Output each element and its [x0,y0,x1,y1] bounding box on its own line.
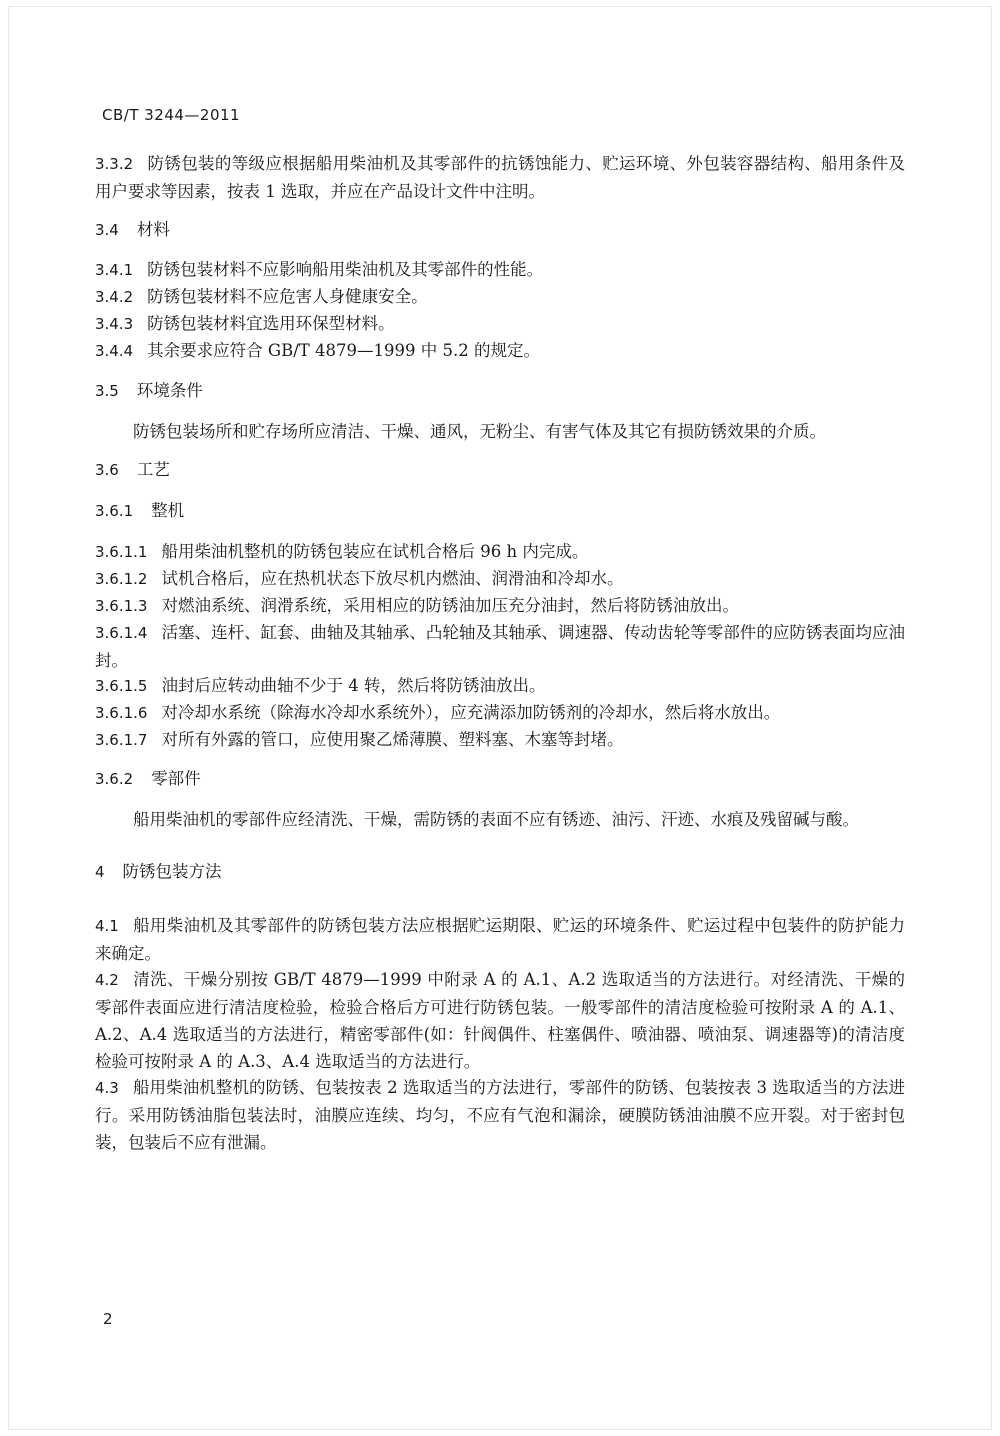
clause-text: 对冷却水系统（除海水冷却水系统外），应充满添加防锈剂的冷却水，然后将水放出。 [161,703,781,722]
clause-text: 清洗、干燥分别按 GB/T 4879—1999 中附录 A 的 A.1、A.2 选取适当的方法进行。对经清洗、干燥的零部件表面应进行清洁度检验，检验合格后方可进行防锈包装。一般零部件的清洁度检验可按附录 A 的 A.1、A.2、A.4 选取适当的方法进行，精密零部件(如：针阀偶件、柱塞偶件、喷油器、喷油泵、调速器等)的清洁度检验可按附录 A 的 A.3、A.4 选取适当的方法进行。 [95,970,905,1071]
clause-text: 船用柴油机及其零部件的防锈包装方法应根据贮运期限、贮运的环境条件、贮运过程中包装件的防护能力来确定。 [95,916,905,963]
heading-3-4 [95,216,905,240]
heading-title: 防锈包装方法 [122,862,222,881]
clause-number: 3.6.1.3 [95,597,148,615]
paragraph-text: 船用柴油机的零部件应经清洗、干燥，需防锈的表面不应有锈迹、油污、汗迹、水痕及残留碱与酸。 [133,810,859,829]
heading-4 [95,858,905,882]
heading-number: 3.6.2 [95,770,134,788]
clause-number: 3.6.1.4 [95,624,148,642]
page-number: 2 [103,1310,113,1328]
clause-number: 4.1 [95,917,119,935]
clause-text: 活塞、连杆、缸套、曲轴及其轴承、凸轮轴及其轴承、调速器、传动齿轮等零部件的应防锈表面均应油封。 [95,623,905,670]
clause-4-2 [95,966,905,1075]
clause-text: 其余要求应符合 GB/T 4879—1999 中 5.2 的规定。 [147,341,540,360]
heading-number: 4 [95,863,105,881]
clause-3-6-1-5 [95,672,905,700]
clause-3-6-1-6 [95,699,905,727]
clause-3-6-1-1 [95,538,905,566]
heading-3-5 [95,377,905,401]
clause-text: 防锈包装材料宜选用环保型材料。 [147,314,395,333]
clause-number: 3.3.2 [95,155,134,173]
clause-text: 防锈包装的等级应根据船用柴油机及其零部件的抗锈蚀能力、贮运环境、外包装容器结构、船用条件及用户要求等因素，按表 1 选取，并应在产品设计文件中注明。 [95,154,905,201]
clause-3-3-2 [95,150,905,205]
clause-3-6-1-7 [95,726,905,754]
clause-3-4-4 [95,337,905,365]
heading-title: 材料 [136,220,170,239]
heading-number: 3.4 [95,221,119,239]
heading-title: 环境条件 [136,381,203,400]
clause-4-1 [95,912,905,967]
heading-3-6-2 [95,765,905,789]
clause-text: 对所有外露的管口，应使用聚乙烯薄膜、塑料塞、木塞等封堵。 [161,730,624,749]
paragraph-3-6-2 [95,806,905,833]
clause-3-6-1-2 [95,565,905,593]
document-id: CB/T 3244—2011 [102,106,241,124]
clause-number: 3.4.1 [95,261,134,279]
heading-number: 3.5 [95,382,119,400]
paragraph-3-5 [95,418,905,445]
clause-text: 船用柴油机整机的防锈、包装按表 2 选取适当的方法进行，零部件的防锈、包装按表 3 选取适当的方法进行。采用防锈油脂包装法时，油膜应连续、均匀，不应有气泡和漏涂，硬膜防锈油油膜不应开裂。对于密封包装，包装后不应有泄漏。 [95,1078,905,1152]
clause-3-4-3 [95,310,905,338]
heading-3-6-1 [95,497,905,521]
heading-title: 整机 [151,501,185,520]
heading-title: 工艺 [136,460,170,479]
clause-number: 3.6.1.5 [95,677,148,695]
clause-3-6-1-3 [95,592,905,620]
clause-number: 3.6.1.1 [95,543,148,561]
clause-3-4-1 [95,256,905,284]
clause-3-6-1-4 [95,619,905,674]
heading-number: 3.6 [95,461,119,479]
heading-title: 零部件 [151,769,201,788]
clause-3-4-2 [95,283,905,311]
clause-text: 油封后应转动曲轴不少于 4 转，然后将防锈油放出。 [161,676,546,695]
clause-number: 3.4.4 [95,342,134,360]
clause-number: 3.4.3 [95,315,134,333]
clause-number: 4.2 [95,971,119,989]
heading-number: 3.6.1 [95,502,134,520]
clause-number: 3.6.1.2 [95,570,148,588]
clause-number: 3.6.1.6 [95,704,148,722]
clause-text: 防锈包装材料不应影响船用柴油机及其零部件的性能。 [147,260,544,279]
heading-3-6 [95,456,905,480]
clause-text: 试机合格后，应在热机状态下放尽机内燃油、润滑油和冷却水。 [161,569,624,588]
clause-4-3 [95,1074,905,1156]
clause-number: 4.3 [95,1079,119,1097]
clause-number: 3.4.2 [95,288,134,306]
paragraph-text: 防锈包装场所和贮存场所应清洁、干燥、通风，无粉尘、有害气体及其它有损防锈效果的介质。 [133,422,826,441]
clause-text: 对燃油系统、润滑系统，采用相应的防锈油加压充分油封，然后将防锈油放出。 [161,596,739,615]
clause-number: 3.6.1.7 [95,731,148,749]
clause-text: 防锈包装材料不应危害人身健康安全。 [147,287,428,306]
clause-text: 船用柴油机整机的防锈包装应在试机合格后 96 h 内完成。 [161,542,589,561]
